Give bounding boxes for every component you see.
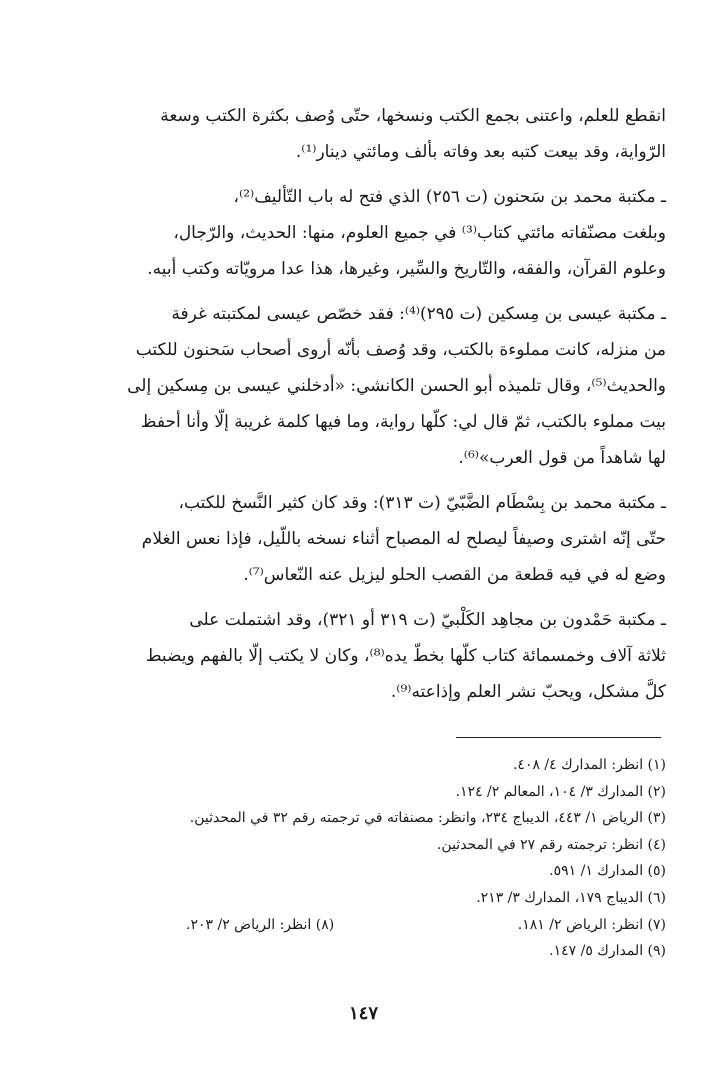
footnote-row-split [66, 912, 666, 939]
footnote: (١) انظر: المدارك ٤/ ٤٠٨. [512, 757, 666, 773]
footnote: (٩) المدارك ٥/ ١٤٧. [549, 943, 666, 960]
paragraph-ibn-bistam [66, 485, 666, 593]
footnote: (٢) المدارك ٣/ ١٠٤، المعالم ٢/ ١٢٤. [455, 783, 666, 800]
text-line: وضع له في فيه قطعة من القصب الحلو ليزيل عنه النّعاس⁽⁷⁾. [243, 565, 666, 585]
text-line: انقطع للعلم، واعتنى بجمع الكتب ونسخها، حتّى وُصف بكثرة الكتب وسعة [160, 106, 666, 126]
paragraph-ibn-sahnun [66, 179, 666, 287]
page-number: ١٤٧ [348, 1003, 378, 1024]
footnote: (٦) الديباج ١٧٩، المدارك ٣/ ٢١٣. [476, 889, 666, 906]
footnote-divider [456, 737, 661, 738]
text-line: حتّى إنّه اشترى وصيفاً ليصلح له المصباح أثناء نسخه باللّيل، فإذا نعس الغلام [141, 529, 666, 549]
body-text [66, 98, 666, 719]
footnote: (٣) الرياض ١/ ٤٤٣، الديباج ٢٣٤، وانظر: مصنفاته في ترجمته رقم ٣٢ في المحدثين. [189, 810, 666, 827]
paragraph-intro [66, 98, 666, 170]
footnote: (٥) المدارك ١/ ٥٩١. [549, 863, 666, 880]
text-line: ـ مكتبة عيسى بن مِسكين (ت ٢٩٥)⁽⁴⁾: فقد خصّص عيسى لمكتبته غرفة [171, 304, 666, 324]
footnote: (٧) انظر: الرياض ٢/ ١٨١. [517, 916, 666, 933]
text-line: من منزله، كانت مملوءة بالكتب، وقد وُصف بأنّه أروى أصحاب سَحنون للكتب [135, 340, 666, 360]
footnote: (٤) انظر: ترجمته رقم ٢٧ في المحدثين. [436, 836, 666, 853]
text-line: كلَّ مشكل، ويحبّ نشر العلم وإذاعته⁽⁹⁾. [390, 682, 666, 702]
text-line: وعلوم القرآن، والفقه، والتّاريخ والسِّير، وغيرها، هذا عدا مرويّاته وكتب أبيه. [147, 259, 666, 279]
text-line: لها شاهداً من قول العرب»⁽⁶⁾. [458, 448, 666, 468]
footnotes [66, 752, 666, 965]
text-line: ـ مكتبة حَمْدون بن مجاهِد الكَلْبيّ (ت ٣١٩ أو ٣٢١)، وقد اشتملت على [189, 610, 666, 630]
text-line: ثلاثة آلاف وخمسمائة كتاب كلّها بخطّ يده⁽⁸⁾، وكان لا يكتب إلّا بالفهم ويضبط [145, 646, 666, 666]
paragraph-isa-ibn-miskin [66, 296, 666, 476]
text-line: بيت مملوء بالكتب، ثمّ قال لي: كلّها رواية، وما فيها كلمة غريبة إلّا وأنا أحفظ [140, 412, 666, 432]
footnote: (٨) انظر: الرياض ٢/ ٢٠٣. [186, 916, 335, 933]
paragraph-hamdun [66, 602, 666, 710]
text-line: الرّواية، وقد بيعت كتبه بعد وفاته بألف ومائتي دينار⁽¹⁾. [295, 142, 666, 162]
text-line: وبلغت مصنّفاته مائتي كتاب⁽³⁾ في جميع العلوم، منها: الحديث، والرّجال، [173, 223, 666, 243]
text-line: ـ مكتبة محمد بن سَحنون (ت ٢٥٦) الذي فتح له باب التّأليف⁽²⁾، [233, 187, 666, 207]
text-line: ـ مكتبة محمد بن بِسْطَام الضَّبّيّ (ت ٣١٣): وقد كان كثير النَّسخ للكتب، [178, 493, 666, 513]
text-line: والحديث⁽⁵⁾، وقال تلميذه أبو الحسن الكانشي: «أدخلني عيسى بن مِسكين إلى [127, 376, 666, 396]
